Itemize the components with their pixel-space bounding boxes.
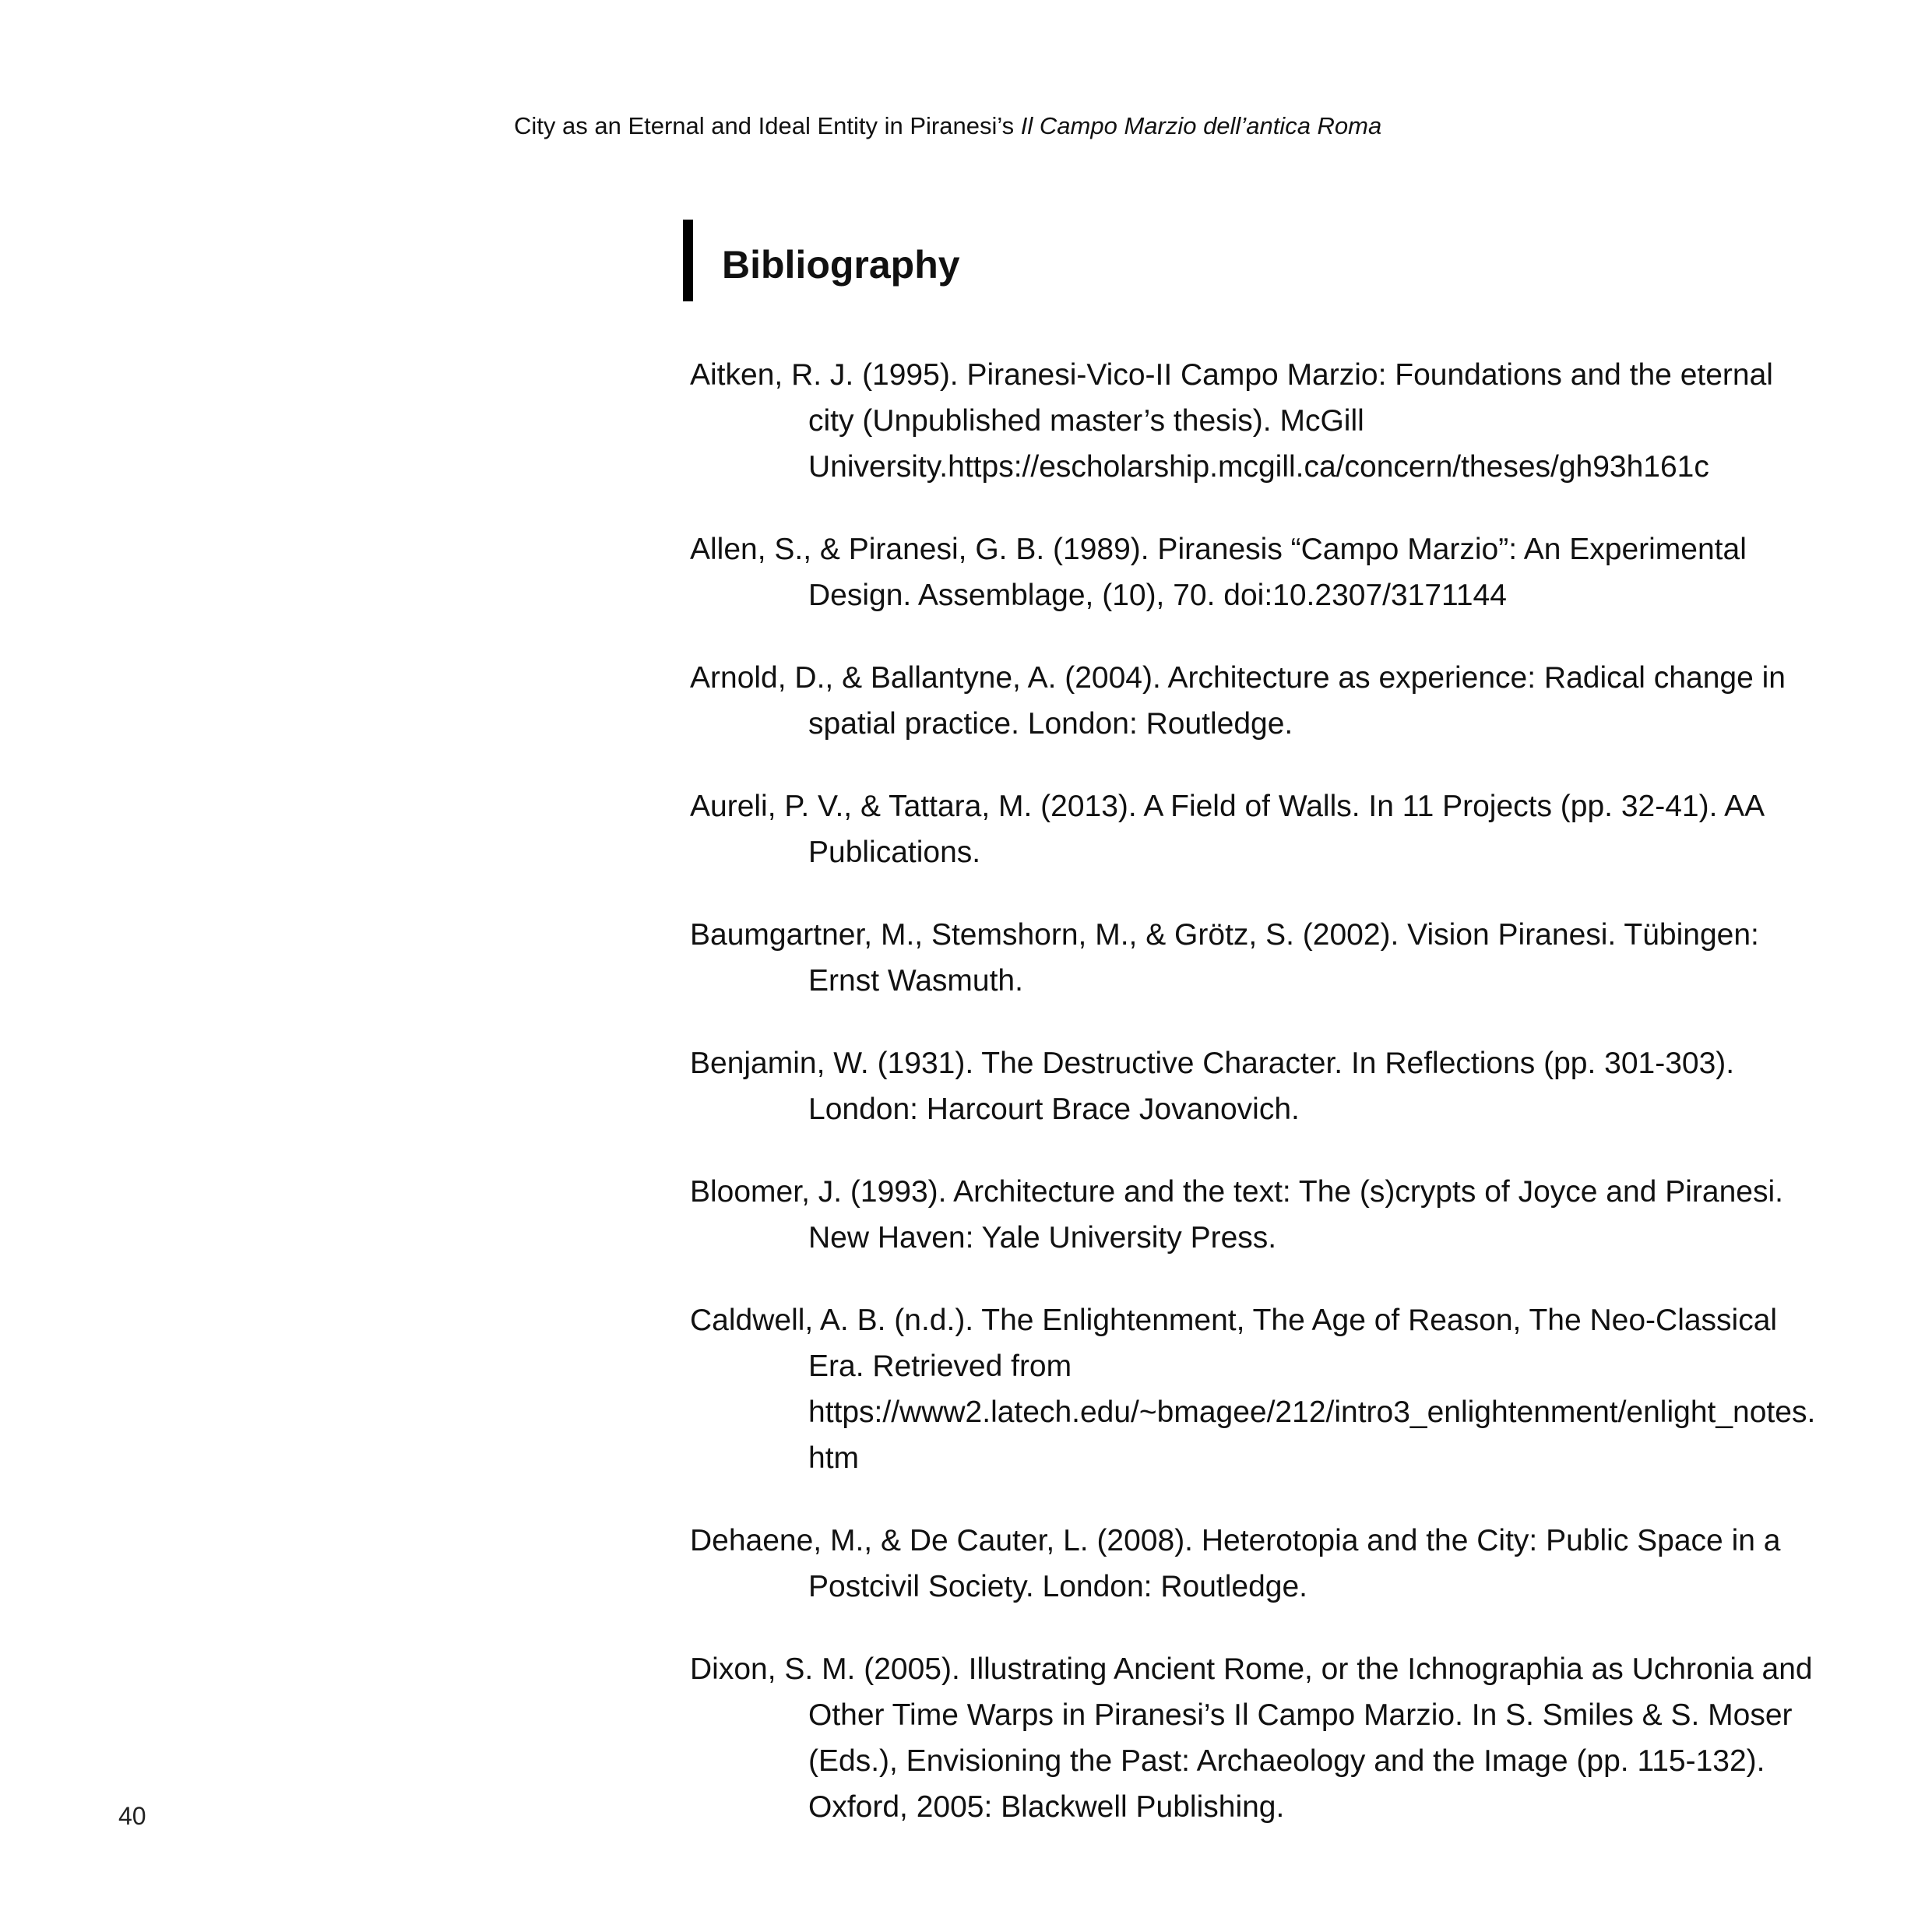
- bibliography-entry: Arnold, D., & Ballantyne, A. (2004). Architecture as experience: Radical change in spatial practice. London: Routledge.: [690, 661, 1786, 741]
- running-header-work-title: Il Campo Marzio dell’antica Roma: [1020, 112, 1382, 139]
- bibliography-entry: Aitken, R. J. (1995). Piranesi-Vico-II Campo Marzio: Foundations and the eternal city (Unpublished master’s thesis). McGill University.https://escholarship.mcgill.ca/concern/theses/gh93h161c: [690, 358, 1773, 484]
- running-header: [514, 111, 1381, 142]
- bibliography-entry: Bloomer, J. (1993). Architecture and the text: The (s)crypts of Joyce and Piranesi. New Haven: Yale University Press.: [690, 1175, 1783, 1255]
- bibliography-entry: Allen, S., & Piranesi, G. B. (1989). Piranesis “Campo Marzio”: An Experimental Design. Assemblage, (10), 70. doi:10.2307/3171144: [690, 533, 1747, 612]
- bibliography-entry: Benjamin, W. (1931). The Destructive Character. In Reflections (pp. 301-303). London: Harcourt Brace Jovanovich.: [690, 1047, 1735, 1126]
- section-title: Bibliography: [722, 243, 960, 287]
- page-number: 40: [118, 1802, 146, 1830]
- bibliography-entry: Aureli, P. V., & Tattara, M. (2013). A Field of Walls. In 11 Projects (pp. 32-41). AA Publications.: [690, 790, 1763, 869]
- bibliography-entry: Dixon, S. M. (2005). Illustrating Ancient Rome, or the Ichnographia as Uchronia and Other Time Warps in Piranesi’s Il Campo Marzio. In S. Smiles & S. Moser (Eds.), Envisioning the Past: Archaeology and the Image (pp. 115-132). Oxford, 2005: Blackwell Publishing.: [690, 1652, 1813, 1824]
- bibliography-list: [690, 352, 1827, 1867]
- bibliography-entry: Baumgartner, M., Stemshorn, M., & Grötz, S. (2002). Vision Piranesi. Tübingen: Ernst Wasmuth.: [690, 918, 1759, 998]
- heading-accent-bar: [683, 220, 693, 301]
- bibliography-entry: Caldwell, A. B. (n.d.). The Enlightenment, The Age of Reason, The Neo-Classical Era. Retrieved from https://www2.latech.edu/~bmagee/212/intro3_enlightenment/enlight_notes.htm: [690, 1304, 1816, 1475]
- bibliography-entry: Dehaene, M., & De Cauter, L. (2008). Heterotopia and the City: Public Space in a Postcivil Society. London: Routledge.: [690, 1524, 1781, 1603]
- running-header-title: City as an Eternal and Ideal Entity in Piranesi’s: [514, 112, 1021, 139]
